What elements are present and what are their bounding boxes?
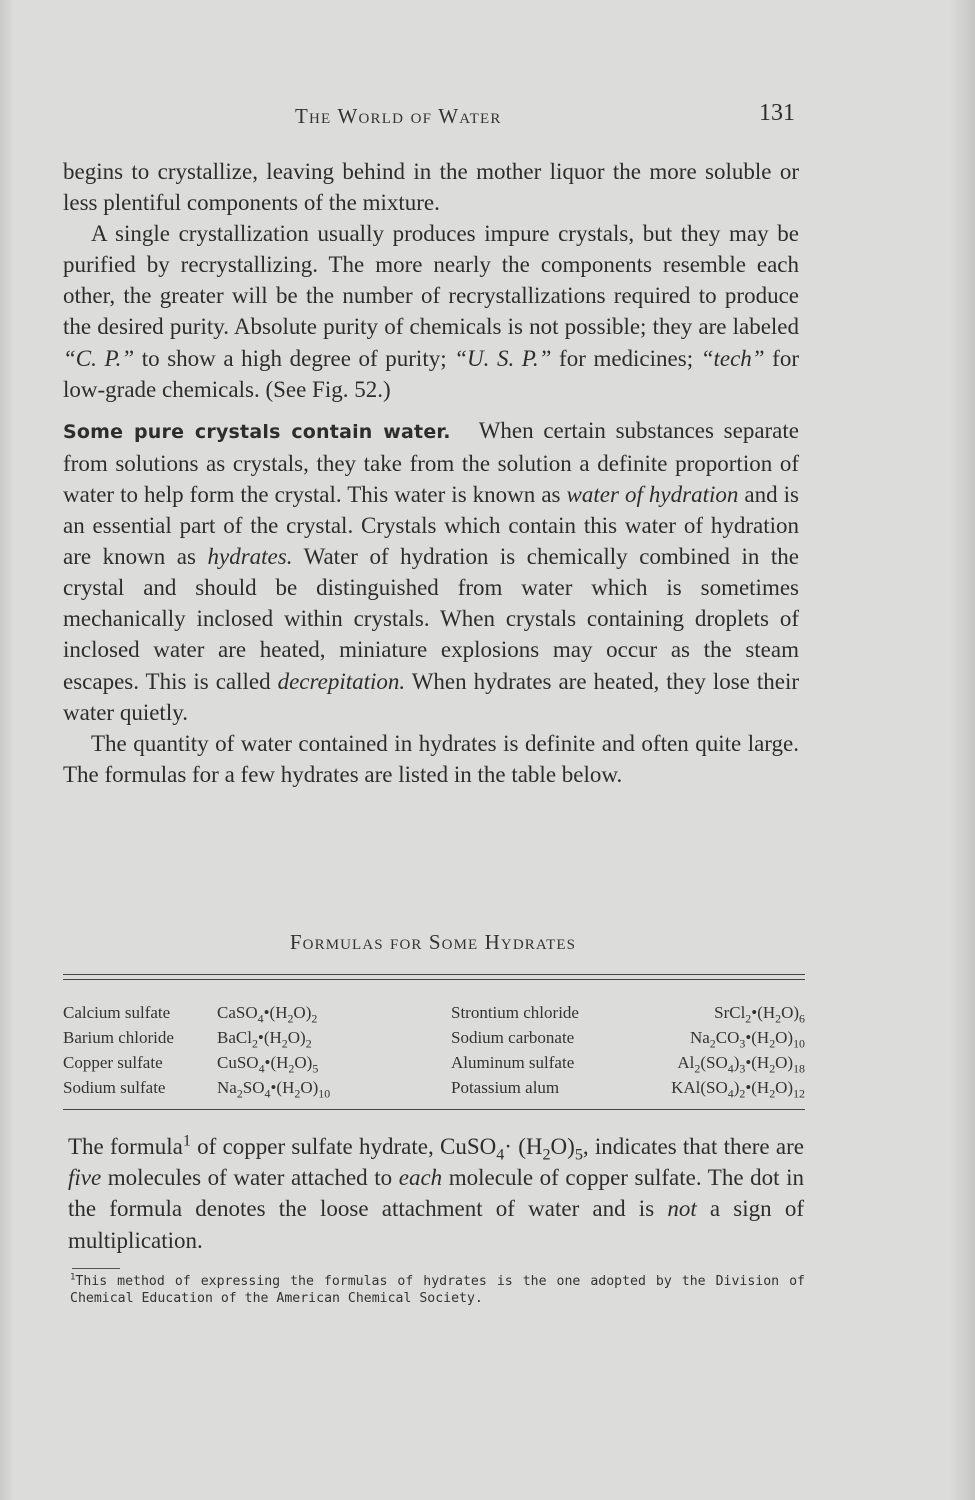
hydrates-table [63, 974, 805, 1110]
table-top-rule [63, 974, 805, 980]
footnote-text: This method of expressing the formulas of hydrates is the one adopted by the Division of Chemical Education of the American Chemical Society. [70, 1274, 805, 1306]
footnote-reference: 1 [182, 1132, 191, 1150]
footnote [70, 1273, 805, 1307]
compound-formula: $CuSO_4•(H_2O)_5$ [217, 1052, 319, 1075]
page-header [63, 96, 797, 136]
table-row [63, 1000, 805, 1025]
hydrates-table-body [63, 1000, 805, 1100]
compound-formula: $KAl(SO_4)_2•(H_2O)_{12}$ [671, 1077, 805, 1100]
body-text-after-table [68, 1131, 804, 1256]
compound-name: Copper sulfate [63, 1052, 163, 1072]
compound-name: Sodium carbonate [451, 1027, 575, 1047]
footnote-rule [72, 1268, 120, 1269]
compound-name: Barium chloride [63, 1027, 174, 1047]
compound-formula: $BaCl_2•(H_2O)_2$ [217, 1027, 312, 1050]
table-row [63, 1075, 805, 1100]
compound-formula: $CaSO_4•(H_2O)_2$ [217, 1002, 318, 1025]
paragraph-water-of-hydration: Some pure crystals contain water. When certain substances separate from solutions as crystals, they take from the solution a definite proportion of water to help form the crystal. This water is known as water of hydration and is an essential part of the crystal. Crystals which contain this water of hydration are known as hydrates. Water of hydration is chemically combined in the crystal and should be distinguished from water which is sometimes mechanically inclosed within crystals. When crystals containing droplets of inclosed water are heated, miniature explosions may occur as the steam escapes. This is called decrepitation. When hydrates are heated, they lose their water quietly. [63, 417, 799, 725]
table-row [63, 1050, 805, 1075]
paragraph-quantity: The quantity of water contained in hydrates is definite and often quite large. The formulas for a few hydrates are listed in the table below. [63, 730, 799, 787]
footnote-mark: 1 [70, 1272, 76, 1283]
running-title: The World of Water [295, 104, 502, 128]
compound-formula: $SrCl_2•(H_2O)_6$ [714, 1002, 805, 1025]
page-number: 131 [759, 100, 795, 126]
section-heading: Some pure crystals contain water. [63, 420, 451, 443]
paragraph-continuation: begins to crystallize, leaving behind in the mother liquor the more soluble or less plentiful components of the mixture. [63, 159, 799, 216]
compound-name: Aluminum sulfate [451, 1052, 575, 1072]
table-row [63, 1025, 805, 1050]
compound-name: Calcium sulfate [63, 1002, 171, 1022]
table-title: Formulas for Some Hydrates [289, 930, 577, 954]
compound-formula: $Na_2CO_3•(H_2O)_{10}$ [689, 1027, 805, 1050]
compound-name: Strontium chloride [451, 1002, 579, 1022]
paragraph-recrystallization: A single crystallization usually produces impure crystals, but they may be purified by recrystallizing. The more nearly the components resemble each other, the greater will be the number of recrystallizations required to produce the desired purity. Absolute purity of chemicals is not possible; they are labeled “C. P.” to show a high degree of purity; “U. S. P.” for medicines; “tech” for low-grade chemicals. (See Fig. 52.) [63, 221, 799, 402]
compound-formula: $Al_2(SO_4)_3•(H_2O)_{18}$ [677, 1052, 805, 1075]
compound-formula: $Na_2SO_4•(H_2O)_{10}$ [217, 1077, 331, 1100]
compound-name: Sodium sulfate [63, 1077, 166, 1097]
paragraph-formula-explanation: The formula$^1$ of copper sulfate hydrate, CuSO$_4$· $(H_2O)_5$, indicates that there are five molecules of water attached to each molecule of copper sulfate. The dot in the formula denotes the loose attachment of water and is not a sign of multiplication. [68, 1132, 804, 1253]
body-text [63, 156, 799, 790]
compound-name: Potassium alum [451, 1077, 560, 1097]
table-bottom-rule [63, 1109, 805, 1110]
